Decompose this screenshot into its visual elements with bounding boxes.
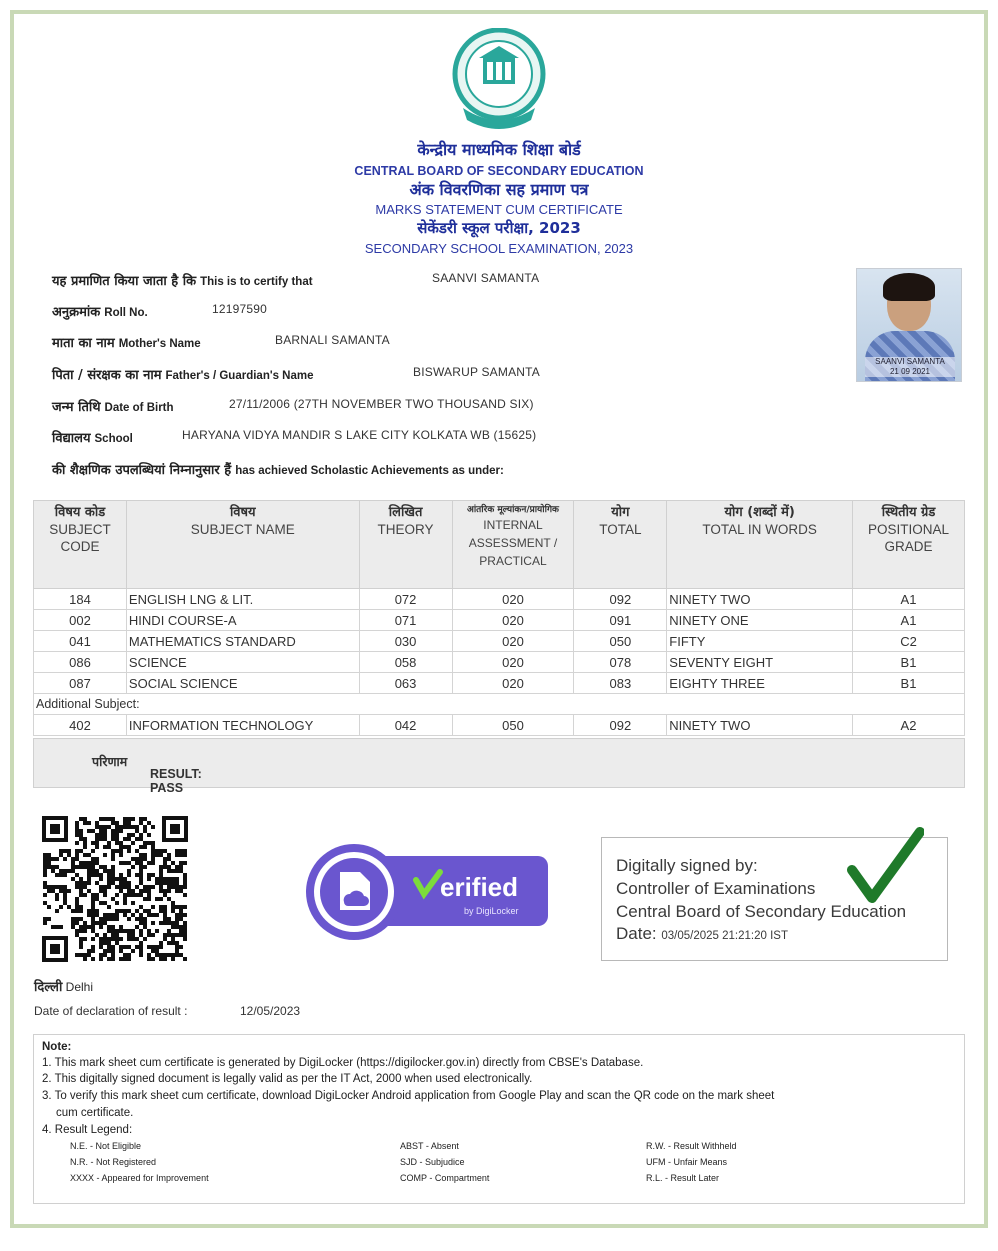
exam-name-english: SECONDARY SCHOOL EXAMINATION, 2023 [364,241,634,256]
legend-item: SJD - Subjudice [400,1157,465,1167]
total-marks: 078 [574,652,667,673]
internal-marks: 020 [452,610,574,631]
subject-name: HINDI COURSE-A [126,610,359,631]
subject-name: MATHEMATICS STANDARD [126,631,359,652]
additional-subject-label: Additional Subject: [34,694,965,715]
note-line: 3. To verify this mark sheet cum certificate, download DigiLocker Android application from Google Play and scan the QR code on the mark sheet [42,1090,775,1102]
total-marks: 050 [574,631,667,652]
note-line: cum certificate. [56,1107,134,1119]
signature-date: Date: 03/05/2025 21:21:20 IST [616,924,788,943]
theory-marks: 030 [359,631,452,652]
total-in-words: NINETY ONE [667,610,853,631]
table-row [34,631,965,652]
subject-name: SOCIAL SCIENCE [126,673,359,694]
internal-marks: 050 [452,715,574,736]
note-line: 1. This mark sheet cum certificate is generated by DigiLocker (https://digilocker.gov.in) directly from CBSE's Database. [42,1057,644,1069]
father-label: पिता / संरक्षक का नाम Father's / Guardian's Name [52,368,314,383]
total-marks: 083 [574,673,667,694]
exam-name-hindi: सेकेंडरी स्कूल परीक्षा, 2023 [417,219,581,237]
subject-code: 041 [34,631,127,652]
legend-item: UFM - Unfair Means [646,1157,728,1167]
photo-caption-name: SAANVI SAMANTA [875,357,945,366]
subject-code: 087 [34,673,127,694]
theory-marks: 063 [359,673,452,694]
header-subject-name: विषय SUBJECT NAME [126,501,359,589]
grade: B1 [853,673,965,694]
header-positional-grade: स्थितीय ग्रेड POSITIONAL GRADE [853,501,965,589]
certify-label: यह प्रमाणित किया जाता है कि This is to certify that [52,274,313,289]
document-title-english: MARKS STATEMENT CUM CERTIFICATE [375,202,623,217]
legend-item: XXXX - Appeared for Improvement [70,1173,209,1183]
header-total-in-words: योग (शब्दों में) TOTAL IN WORDS [667,501,853,589]
father-name: BISWARUP SAMANTA [413,365,540,379]
theory-marks: 072 [359,589,452,610]
board-name-hindi: केन्द्रीय माध्यमिक शिक्षा बोर्ड [417,140,581,159]
declaration-date: 12/05/2023 [240,1004,301,1018]
grade: B1 [853,652,965,673]
header-internal-assessment: आंतरिक मूल्यांकन/प्रायोगिक INTERNAL ASSESSMENT / PRACTICAL [452,501,574,589]
total-in-words: EIGHTY THREE [667,673,853,694]
header-theory: लिखित THEORY [359,501,452,589]
legend-item: N.E. - Not Eligible [70,1141,142,1151]
result-text: परिणाम RESULT: PASS [92,754,202,795]
student-photo [856,268,962,382]
total-in-words: FIFTY [667,631,853,652]
subject-code: 184 [34,589,127,610]
total-in-words: NINETY TWO [667,715,853,736]
declaration-label: Date of declaration of result : [34,1004,188,1018]
roll-number: 12197590 [212,302,267,316]
legend-item: COMP - Compartment [400,1173,490,1183]
internal-marks: 020 [452,652,574,673]
additional-subject-row-label [34,694,965,715]
note-line: 2. This digitally signed document is legally valid as per the IT Act, 2000 when used electronically. [42,1073,533,1085]
legend-item: N.R. - Not Registered [70,1157,157,1167]
grade: A2 [853,715,965,736]
grade: A1 [853,610,965,631]
signature-line-2: Controller of Examinations [616,879,816,898]
signature-line-1: Digitally signed by: [616,856,758,875]
subject-code: 086 [34,652,127,673]
grade: A1 [853,589,965,610]
header-total: योग TOTAL [574,501,667,589]
verified-subtext: by DigiLocker [464,906,519,916]
digilocker-verified-badge [304,842,550,942]
legend-item: ABST - Absent [400,1141,459,1151]
note-line: 4. Result Legend: [42,1124,133,1136]
table-row [34,715,965,736]
mother-label: माता का नाम Mother's Name [52,336,201,351]
achievements-label: की शैक्षणिक उपलब्धियां निम्नानुसार हैं has achieved Scholastic Achievements as under: [52,463,504,478]
legend-item: R.W. - Result Withheld [646,1141,737,1151]
theory-marks: 042 [359,715,452,736]
table-row [34,652,965,673]
qr-code[interactable] [40,814,190,964]
theory-marks: 058 [359,652,452,673]
signature-line-3: Central Board of Secondary Education [616,902,907,921]
subject-name: ENGLISH LNG & LIT. [126,589,359,610]
cbse-logo [449,28,549,136]
board-name-english: CENTRAL BOARD OF SECONDARY EDUCATION [354,164,644,178]
total-marks: 092 [574,589,667,610]
header-subject-code: विषय कोड SUBJECT CODE [34,501,127,589]
table-row [34,673,965,694]
notes-box [33,1034,965,1204]
result-box [33,738,965,795]
document-title-hindi: अंक विवरणिका सह प्रमाण पत्र [409,180,589,199]
dob-label: जन्म तिथि Date of Birth [52,400,174,415]
total-in-words: SEVENTY EIGHT [667,652,853,673]
legend-item: R.L. - Result Later [646,1173,720,1183]
total-marks: 091 [574,610,667,631]
internal-marks: 020 [452,673,574,694]
note-title: Note: [42,1041,72,1053]
internal-marks: 020 [452,589,574,610]
marks-table [33,500,965,736]
subject-code: 002 [34,610,127,631]
total-in-words: NINETY TWO [667,589,853,610]
table-row [34,610,965,631]
internal-marks: 020 [452,631,574,652]
school-label: विद्यालय School [52,431,133,446]
theory-marks: 071 [359,610,452,631]
grade: C2 [853,631,965,652]
place: दिल्ली Delhi [34,980,94,995]
student-name: SAANVI SAMANTA [432,271,540,285]
table-row [34,589,965,610]
check-icon [846,826,924,906]
subject-code: 402 [34,715,127,736]
subject-name: INFORMATION TECHNOLOGY [126,715,359,736]
roll-label: अनुक्रमांक Roll No. [52,305,148,320]
school-name: HARYANA VIDYA MANDIR S LAKE CITY KOLKATA WB (15625) [182,428,537,442]
date-of-birth: 27/11/2006 (27TH NOVEMBER TWO THOUSAND SIX) [229,397,534,411]
total-marks: 092 [574,715,667,736]
photo-caption-date: 21 09 2021 [889,367,931,376]
verified-text: erified [440,872,519,902]
mother-name: BARNALI SAMANTA [275,333,390,347]
subject-name: SCIENCE [126,652,359,673]
